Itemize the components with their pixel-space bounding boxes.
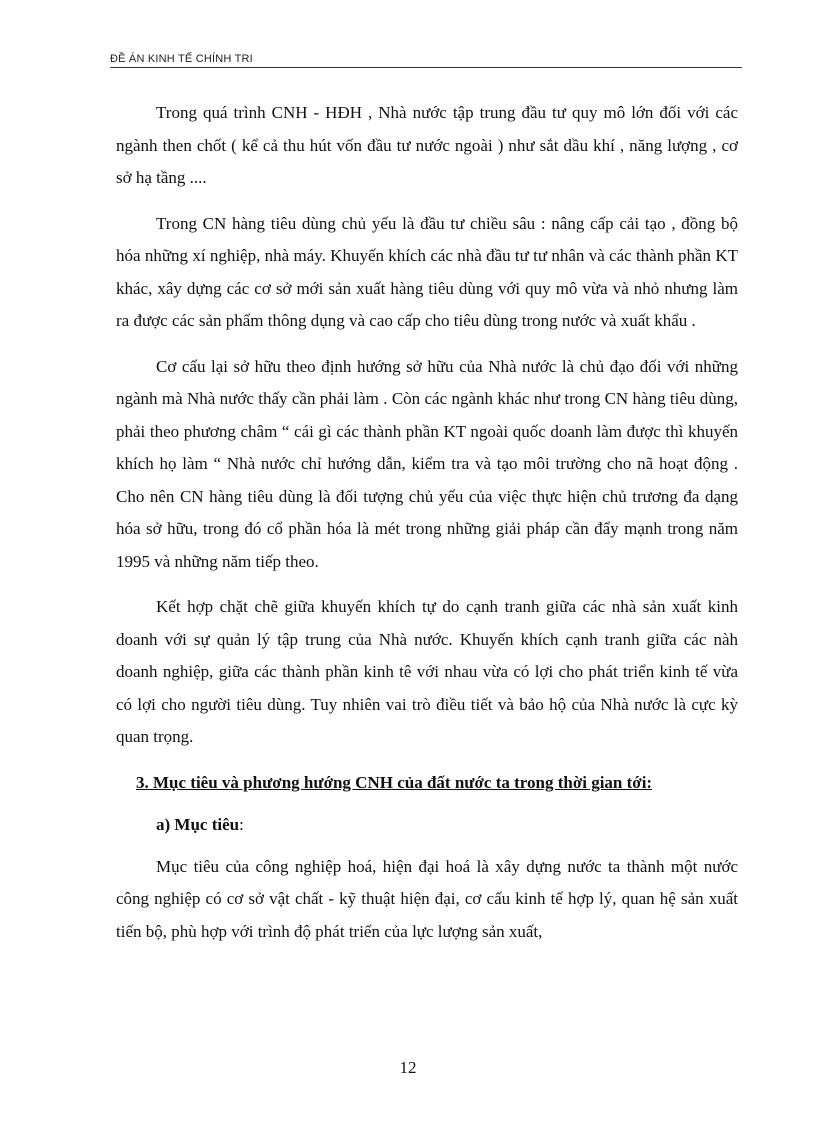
document-body	[116, 97, 738, 961]
paragraph-3: Cơ cấu lại sở hữu theo định hướng sở hữu của Nhà nước là chủ đạo đối với những ngành mà Nhà nước thấy cần phải làm . Còn các ngành khác như trong CN hàng tiêu dùng, phải theo phương châm “ cái gì các thành phần KT ngoài quốc doanh làm được thì khuyến khích họ làm “ Nhà nước chỉ hướng dẫn, kiểm tra và tạo môi trường cho nã hoạt động . Cho nên CN hàng tiêu dùng là đối tượng chủ yếu của việc thực hiện chủ trương đa dạng hóa sở hữu, trong đó cổ phần hóa là mét trong những giải pháp cần đẩy mạnh trong năm 1995 và những năm tiếp theo.	[116, 356, 738, 571]
sub-heading-colon: :	[239, 815, 244, 834]
paragraph-2: Trong CN hàng tiêu dùng chủ yếu là đầu tư chiều sâu : nâng cấp cải tạo , đồng bộ hóa những xí nghiệp, nhà máy. Khuyến khích các nhà đầu tư tư nhân và các thành phần KT khác, xây dựng các cơ sở mới sản xuất hàng tiêu dùng với quy mô vừa và nhỏ nhưng làm ra được các sản phẩm thông dụng và cao cấp cho tiêu dùng trong nước và xuất khẩu .	[116, 213, 738, 330]
sub-heading	[116, 809, 738, 842]
paragraph-1: Trong quá trình CNH - HĐH , Nhà nước tập trung đầu tư quy mô lớn đối với các ngành then chốt ( kể cả thu hút vốn đầu tư nước ngoài ) như sắt dầu khí , năng lượng , cơ sở hạ tầng ....	[116, 103, 738, 187]
page-header	[110, 49, 742, 68]
sub-heading-label: a) Mục tiêu	[156, 815, 240, 834]
paragraph-4: Kết hợp chặt chẽ giữa khuyến khích tự do cạnh tranh giữa các nhà sản xuất kinh doanh với sự quản lý tập trung của Nhà nước. Khuyến khích cạnh tranh giữa các nàh doanh nghiệp, giữa các thành phần kinh tê với nhau vừa có lợi cho phát triển kinh tế vừa có lợi cho người tiêu dùng. Tuy nhiên vai trò điều tiết và bảo hộ của Nhà nước là cực kỳ quan trọng.	[116, 597, 738, 746]
page-number: 12	[399, 1058, 417, 1077]
section-heading: 3. Mục tiêu và phương hướng CNH của đất nước ta trong thời gian tới:	[136, 772, 653, 792]
header-title: ĐỀ ÁN KINH TẾ CHÍNH TRI	[110, 53, 253, 65]
section-paragraph: Mục tiêu của công nghiệp hoá, hiện đại hoá là xây dựng nước ta thành một nước công nghiệp có cơ sở vật chất - kỹ thuật hiện đại, cơ cấu kinh tế hợp lý, quan hệ sản xuất tiến bộ, phù hợp với trình độ phát triển của lực lượng sản xuất,	[116, 856, 738, 941]
